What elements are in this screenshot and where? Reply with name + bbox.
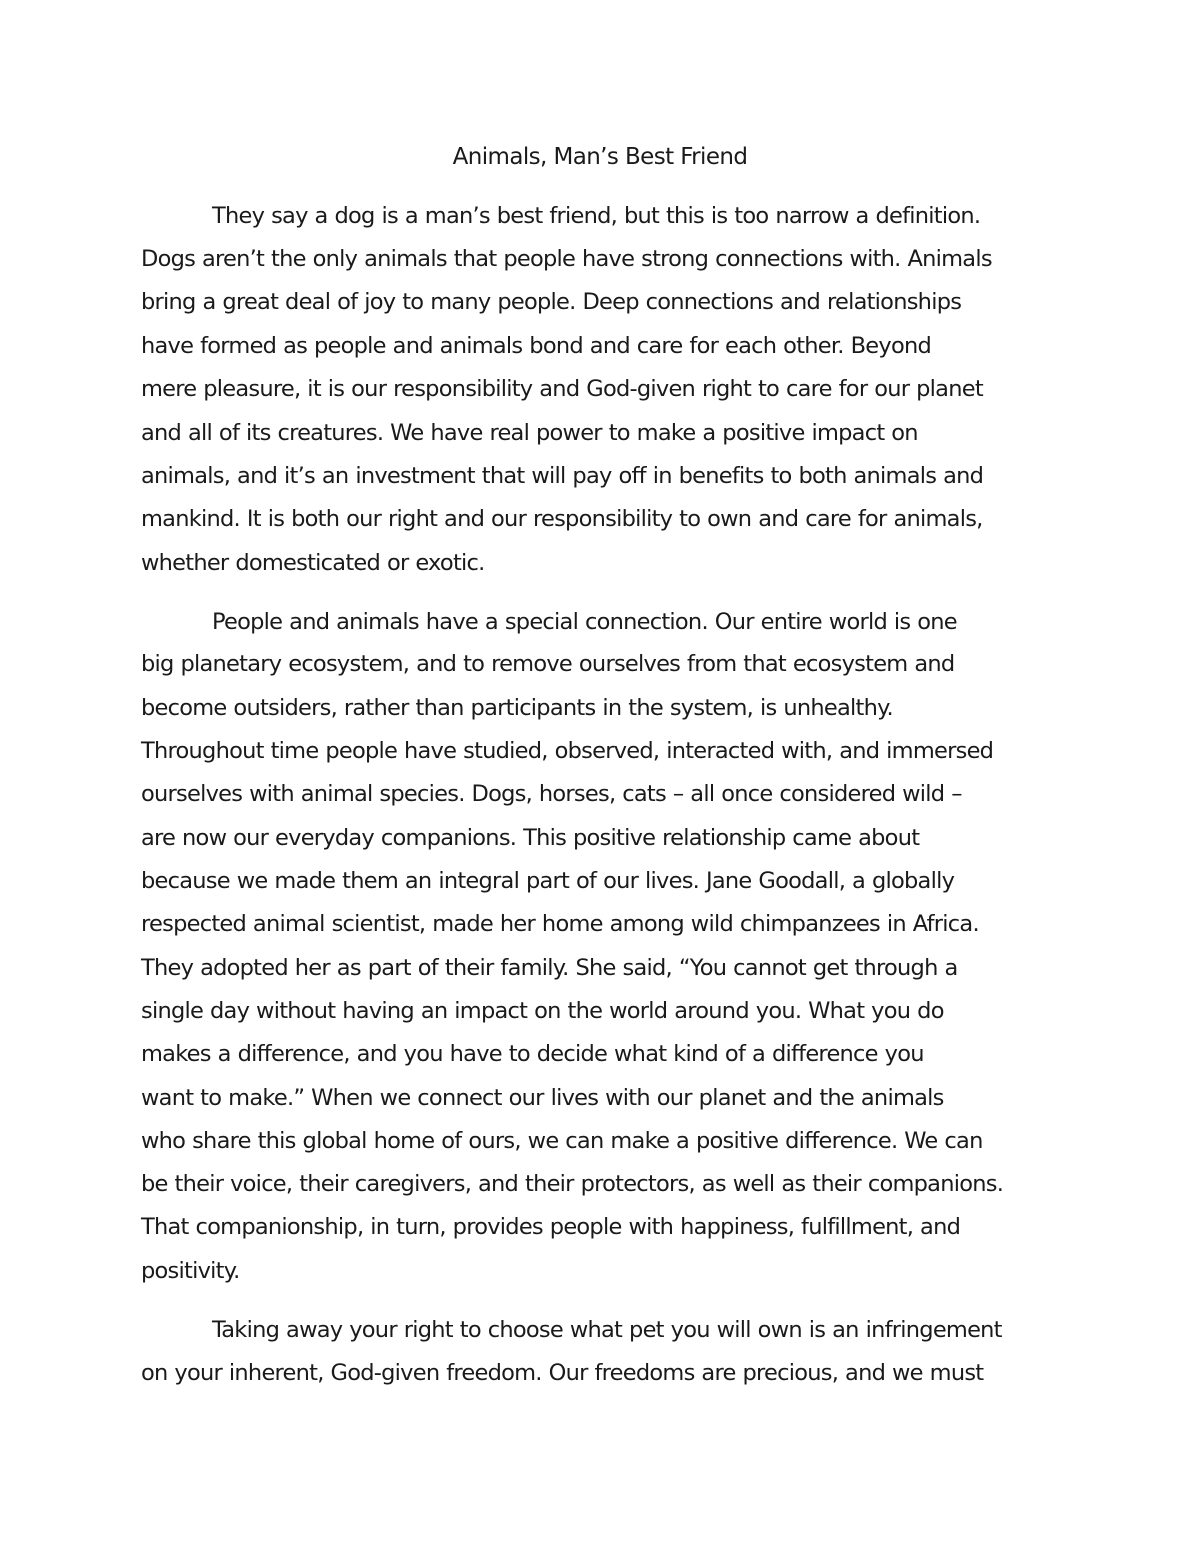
text-line: They adopted her as part of their family. She said, “You cannot get through a (141, 955, 958, 981)
text-line: People and animals have a special connection. Our entire world is one (212, 609, 957, 635)
text-line: They say a dog is a man’s best friend, but this is too narrow a definition. (212, 203, 981, 229)
text-line: on your inherent, God-given freedom. Our freedoms are precious, and we must (141, 1360, 984, 1386)
text-line: That companionship, in turn, provides people with happiness, fulfillment, and (141, 1214, 961, 1240)
text-line: single day without having an impact on the world around you. What you do (141, 998, 944, 1024)
text-line: bring a great deal of joy to many people. Deep connections and relationships (141, 289, 962, 315)
text-line: Dogs aren’t the only animals that people have strong connections with. Animals (141, 246, 992, 272)
text-line: ourselves with animal species. Dogs, horses, cats – all once considered wild – (141, 781, 962, 807)
document-title: Animals, Man’s Best Friend (452, 144, 748, 170)
text-line: and all of its creatures. We have real power to make a positive impact on (141, 420, 918, 446)
text-line: become outsiders, rather than participants in the system, is unhealthy. (141, 695, 893, 721)
text-line: animals, and it’s an investment that will pay off in benefits to both animals and (141, 463, 984, 489)
text-line: mankind. It is both our right and our responsibility to own and care for animals, (141, 506, 983, 532)
text-line: makes a difference, and you have to decide what kind of a difference you (141, 1041, 924, 1067)
text-line: Throughout time people have studied, observed, interacted with, and immersed (141, 738, 994, 764)
text-line: be their voice, their caregivers, and their protectors, as well as their companions. (141, 1171, 1004, 1197)
text-line: who share this global home of ours, we can make a positive difference. We can (141, 1128, 983, 1154)
text-line: positivity. (141, 1258, 240, 1284)
text-line: have formed as people and animals bond and care for each other. Beyond (141, 333, 932, 359)
text-line: whether domesticated or exotic. (141, 550, 485, 576)
text-line: big planetary ecosystem, and to remove ourselves from that ecosystem and (141, 651, 955, 677)
text-line: want to make.” When we connect our lives with our planet and the animals (141, 1085, 944, 1111)
text-line: Taking away your right to choose what pet you will own is an infringement (212, 1317, 1002, 1343)
text-line: mere pleasure, it is our responsibility and God-given right to care for our planet (141, 376, 983, 402)
text-line: are now our everyday companions. This positive relationship came about (141, 825, 920, 851)
text-line: respected animal scientist, made her home among wild chimpanzees in Africa. (141, 911, 979, 937)
text-line: because we made them an integral part of our lives. Jane Goodall, a globally (141, 868, 955, 894)
